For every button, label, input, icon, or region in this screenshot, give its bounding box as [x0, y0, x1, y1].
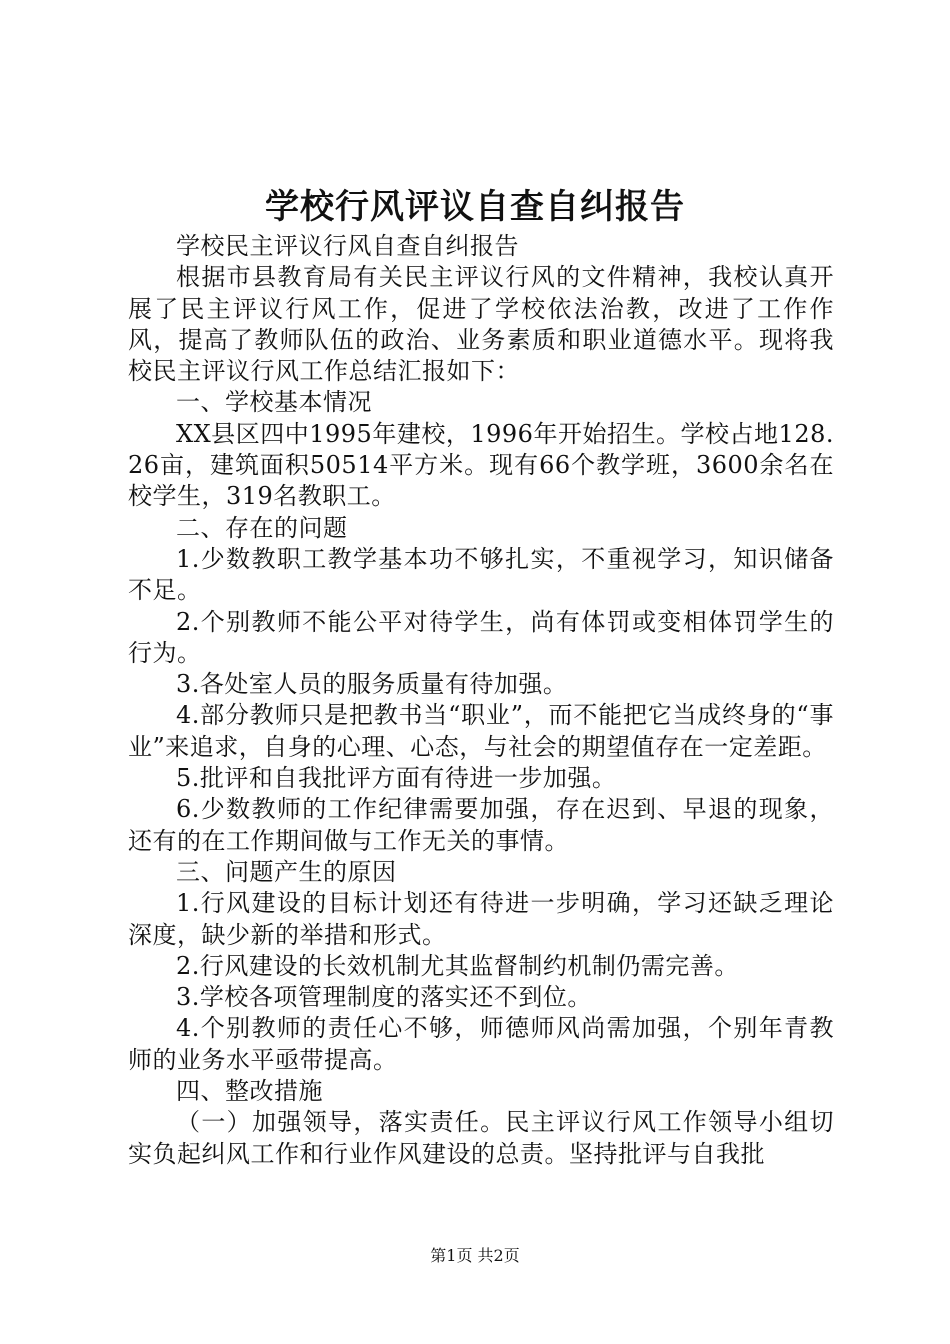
paragraph: 学校民主评议行风自查自纠报告 — [176, 232, 519, 260]
list-item: 4.部分教师只是把教书当“职业”，而不能把它当成终身的“事业”来追求，自身的心理、心态，与社会的期望值存在一定差距。 — [128, 701, 834, 761]
section-heading: 一、学校基本情况 — [176, 388, 372, 417]
paragraph: （一）加强领导，落实责任。民主评议行风工作领导小组切实负起纠风工作和行业作风建设的总责。坚持批评与自我批 — [128, 1108, 834, 1168]
list-item: 3.学校各项管理制度的落实还不到位。 — [176, 983, 592, 1012]
page-footer: 第1页 共2页 — [430, 1246, 520, 1265]
section-heading: 二、存在的问题 — [176, 513, 348, 542]
list-item: 2.个别教师不能公平对待学生，尚有体罚或变相体罚学生的行为。 — [128, 607, 834, 667]
list-item: 4.个别教师的责任心不够，师德师风尚需加强，个别年青教师的业务水平亟带提高。 — [128, 1014, 834, 1074]
list-item: 1.少数教职工教学基本功不够扎实，不重视学习，知识储备不足。 — [128, 544, 834, 605]
document-title: 学校行风评议自查自纠报告 — [265, 187, 685, 227]
list-item: 6.少数教师的工作纪律需要加强，存在迟到、早退的现象，还有的在工作期间做与工作无关的事情。 — [128, 795, 834, 855]
list-item: 3.各处室人员的服务质量有待加强。 — [176, 670, 568, 699]
paragraph: 根据市县教育局有关民主评议行风的文件精神，我校认真开展了民主评议行风工作，促进了学校依法治教，改进了工作作风，提高了教师队伍的政治、业务素质和职业道德水平。现将我校民主评议行风工作总结汇报如下： — [128, 263, 834, 386]
list-item: 1.行风建设的目标计划还有待进一步明确，学习还缺乏理论深度，缺少新的举措和形式。 — [128, 889, 834, 949]
list-item: 5.批评和自我批评方面有待进一步加强。 — [176, 764, 617, 793]
list-item: 2.行风建设的长效机制尤其监督制约机制仍需完善。 — [176, 951, 739, 980]
document-body — [128, 231, 834, 1170]
paragraph: XX县区四中1995年建校，1996年开始招生。学校占地128.26亩，建筑面积50514平方米。现有66个教学班，3600余名在校学生，319名教职工。 — [128, 419, 834, 511]
section-heading: 三、问题产生的原因 — [176, 857, 397, 886]
section-heading: 四、整改措施 — [176, 1077, 323, 1106]
